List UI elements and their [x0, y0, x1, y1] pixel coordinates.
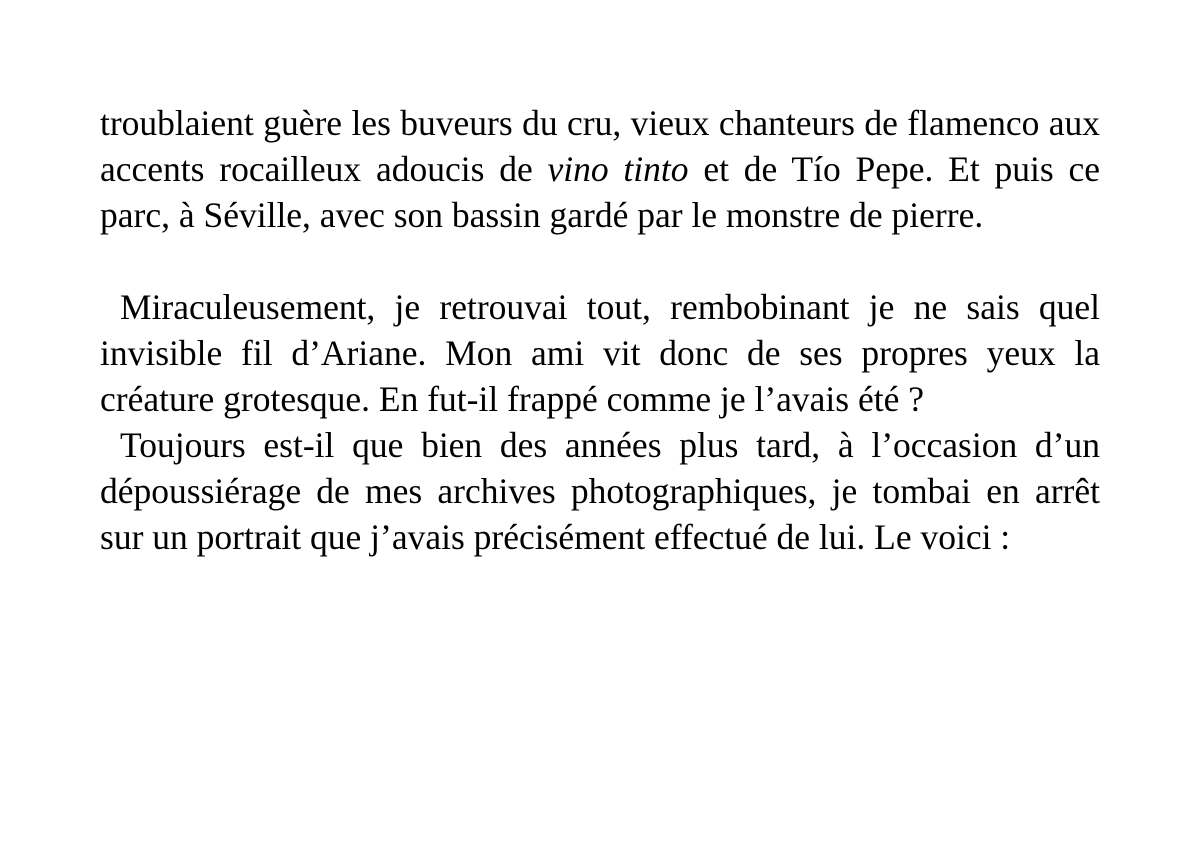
- paragraph-3: Toujours est-il que bien des années plus tard, à l’occasion d’un dépoussiérage de mes archives photographiques, je tombai en arrêt sur un portrait que j’avais précisément effectué de lui. Le voici :: [100, 425, 1100, 557]
- paragraph-1: [100, 100, 1100, 238]
- paragraph-1-italic-phrase: vino tinto: [547, 149, 689, 189]
- document-page: [100, 100, 1100, 560]
- paragraph-2: Miraculeusement, je retrouvai tout, rembobinant je ne sais quel invisible fil d’Ariane. Mon ami vit donc de ses propres yeux la créature grotesque. En fut-il frappé comme je l’avais été ?: [100, 287, 1100, 419]
- paragraph-1-text-start: troublaient guère les buveurs du cru, vieux chanteurs de flamenco aux accents rocailleux adoucis de: [100, 103, 1100, 189]
- paragraph-1-text-end: et de Tío Pepe. Et puis ce parc, à Séville, avec son bassin gardé par le monstre de pierre.: [100, 149, 1100, 235]
